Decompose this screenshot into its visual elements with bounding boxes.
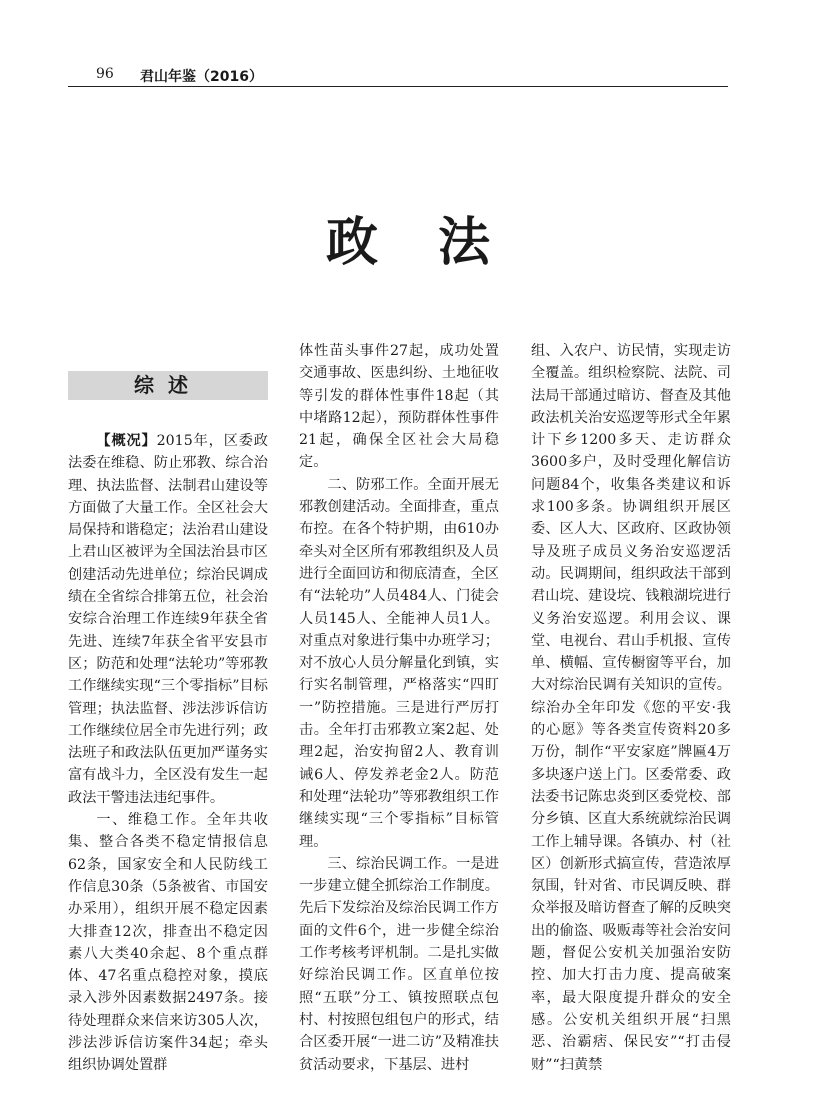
chapter-title: 政法 bbox=[325, 212, 550, 273]
running-header bbox=[68, 66, 728, 86]
text-column-2 bbox=[299, 340, 499, 1076]
section-title: 综述 bbox=[68, 371, 268, 400]
header-rule bbox=[68, 86, 728, 87]
page-number: 96 bbox=[96, 66, 114, 82]
text-column-3 bbox=[531, 340, 731, 1076]
overview-paragraph bbox=[68, 430, 268, 809]
anti-cult-paragraph: 二、防邪工作。全面开展无邪教创建活动。全面排查，重点布控。在各个特护期，由610办牵头对全区所有邪教组织及人员进行全面回访和彻底清查，全区有“法轮功”人员484人、门徒会人员145人、全能神人员1人。对重点对象进行集中办班学习；对不放心人员分解量化到镇，实行实名制管理，严格落实“四盯一”防控措施。三是进行严厉打击。全年打击邪教立案2起、处理2起，治安拘留2人、教育训诫6人、停发养老金2人。防范和处理“法轮功”等邪教组织工作继续实现“三个零指标”目标管理。 bbox=[299, 476, 499, 850]
continued-paragraph: 体性苗头事件27起，成功处置交通事故、医患纠纷、土地征收等引发的群体性事件18起（其中堵路12起），预防群体性事件21起，确保全区社会大局稳定。 bbox=[299, 343, 499, 471]
overview-lead: 【概况】 bbox=[96, 433, 157, 449]
comprehensive-governance-paragraph: 三、综治民调工作。一是进一步建立健全抓综治工作制度。先后下发综治及综治民调工作方面的文件6个，进一步健全综治工作考核考评机制。二是扎实做好综治民调工作。区直单位按照“五联”分工、镇按照联点包村、村按照包组包户的形式，结合区委开展“一进二访”及精准扶贫活动要求，下基层、进村 bbox=[299, 855, 499, 1073]
stability-paragraph: 一、维稳工作。全年共收集、整合各类不稳定情报信息62条，国家安全和人民防线工作信息30条（5条被省、市国安办采用），组织开展不稳定因素大排查12次，排查出不稳定因素八大类40余起、8个重点群体、47名重点稳控对象，摸底录入涉外因素数据2497条。接待处理群众来信来访305人次，涉法涉诉信访案件34起；牵头组织协调处置群 bbox=[68, 812, 268, 1074]
continued-paragraph: 组、入农户、访民情，实现走访全覆盖。组织检察院、法院、司法局干部通过暗访、督查及其他政法机关治安巡逻等形式全年累计下乡1200多天、走访群众3600多户，及时受理化解信访问题84个，收集各类建议和诉求100多条。协调组织开展区委、区人大、区政府、区政协领导及班子成员义务治安巡逻活动。民调期间，组织政法干部到君山垸、建设垸、钱粮湖垸进行义务治安巡逻。利用会议、课堂、电视台、君山手机报、宣传单、横幅、宣传橱窗等平台，加大对综治民调有关知识的宣传。综治办全年印发《您的平安·我的心愿》等各类宣传资料20多万份，制作“平安家庭”牌匾4万多块逐户送上门。区委常委、政法委书记陈忠炎到区委党校、部分乡镇、区直大系统就综治民调工作上辅导课。各镇办、村（社区）创新形式搞宣传，营造浓厚氛围，针对省、市民调反映、群众举报及暗访督查了解的反映突出的偷盗、吸贩毒等社会治安问题，督促公安机关加强治安防控、加大打击力度、提高破案率，最大限度提升群众的安全感。公安机关组织开展“扫黑恶、治霸痞、保民安”“打击侵财”“扫黄禁 bbox=[531, 343, 731, 1073]
overview-text: 2015年，区委政法委在维稳、防止邪教、综合治理、执法监督、法制君山建设等方面做了大量工作。全区社会大局保持和谐稳定；法治君山建设上君山区被评为全国法治县市区创建活动先进单位；综治民调成绩在全省综合排第五位，社会治安综合治理工作连续9年获全省先进、连续7年获全省平安县市区；防范和处理“法轮功”等邪教工作继续实现“三个零指标”目标管理；执法监督、涉法涉诉信访工作继续位居全市先进行列；政法班子和政法队伍更加严谨务实富有战斗力，全区没有发生一起政法干警违法违纪事件。 bbox=[68, 433, 268, 806]
text-column-1 bbox=[68, 430, 268, 1077]
book-title: 君山年鉴（2016） bbox=[140, 69, 263, 85]
